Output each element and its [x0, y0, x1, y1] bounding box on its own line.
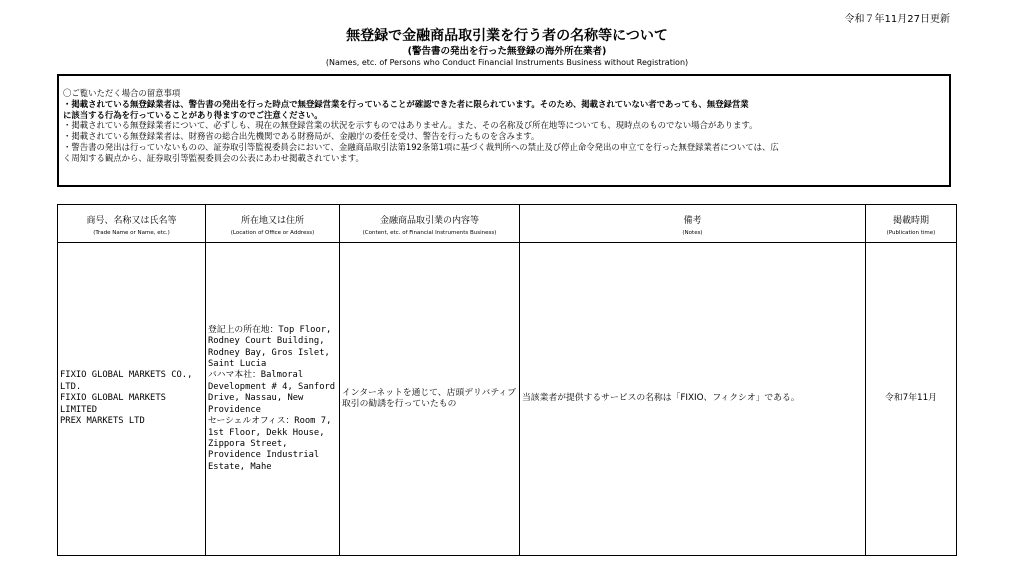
notice-box [57, 74, 951, 187]
notice-line-6: く周知する観点から、証券取引等監視委員会の公表にあわせ掲載されています。 [63, 152, 364, 163]
header-trade-name [58, 205, 206, 243]
content-text: インターネットを通じて、店頭デリバティブ取引の勧誘を行っていたもの [342, 387, 517, 409]
header-notes-en: (Notes) [682, 230, 703, 236]
page-title: 無登録で金融商品取引業を行う者の名称等について [346, 28, 668, 44]
last-updated-date: 令和７年11月27日更新 [844, 14, 950, 25]
notice-line-3: ・掲載されている無登録業者について、必ずしも、現在の無登録営業の状況を示すものではありません。また、その名称及び所在地等についても、現時点のものでない場合があります。 [63, 120, 758, 131]
notice-line-5: ・警告書の発出は行っていないものの、証券取引等監視委員会において、金融商品取引法第192条第1項に基づく裁判所への禁止及び停止命令発出の申立てを行った無登録業者については、広 [63, 141, 779, 152]
header-trade-name-jp: 商号、名称又は氏名等 [86, 216, 177, 226]
header-location-jp: 所在地又は住所 [240, 216, 304, 226]
header-publication [866, 205, 957, 243]
header-publication-jp: 掲載時期 [892, 216, 929, 226]
unregistered-operators-table [57, 204, 957, 556]
header-notes [520, 205, 866, 243]
publication-text: 令和7年11月 [885, 393, 937, 404]
location-text: 登記上の所在地：Top Floor, Rodney Court Building, Rodney Bay, Gros Islet, Saint Lucia バハマ本社：Balmoral Development # 4, Sanford Drive, Nassau, New Providence セーシェルオフィス：Room 7, 1st Floor, Dekk House, Zippora Street, Providence Industrial Estate, Mahe [208, 324, 336, 472]
cell-content [340, 243, 520, 556]
cell-notes [520, 243, 866, 556]
header-publication-en: (Publication time) [886, 230, 936, 236]
header-content-en: (Content, etc. of Financial Instruments Business) [362, 230, 497, 236]
notice-heading: 〇ご覧いただく場合の留意事項 [63, 88, 181, 98]
header-trade-name-en: (Trade Name or Name, etc.) [93, 230, 170, 236]
header-content [340, 205, 520, 243]
table-header-row [58, 205, 957, 243]
cell-publication [866, 243, 957, 556]
notice-bold-line-1: ・掲載されている無登録業者は、警告書の発出を行った時点で無登録営業を行っていることが確認できた者に限られています。そのため、掲載されていない者であっても、無登録営業 [63, 98, 749, 109]
trade-name-text: FIXIO GLOBAL MARKETS CO., LTD. FIXIO GLOBAL MARKETS LIMITED PREX MARKETS LTD [60, 370, 193, 427]
page-subtitle: (警告書の発出を行った無登録の海外所在業者) [407, 46, 607, 57]
notice-line-4: ・掲載されている無登録業者は、財務省の総合出先機関である財務局が、金融庁の委任を受け、警告を行ったものを含みます。 [63, 131, 540, 142]
header-location-en: (Location of Office or Address) [230, 230, 315, 236]
header-content-jp: 金融商品取引業の内容等 [379, 216, 479, 226]
page-subtitle-english: (Names, etc. of Persons who Conduct Financial Instruments Business without Registration) [325, 58, 689, 67]
table-row [58, 243, 957, 556]
notice-bold-line-2: に該当する行為を行っていることがあり得ますのでご注意ください。 [63, 109, 323, 120]
notes-text: 当該業者が提供するサービスの名称は「FIXIO、フィクシオ」である。 [522, 393, 800, 404]
cell-location [206, 243, 340, 556]
cell-trade-name [58, 243, 206, 556]
header-location [206, 205, 340, 243]
header-notes-jp: 備考 [683, 216, 702, 226]
